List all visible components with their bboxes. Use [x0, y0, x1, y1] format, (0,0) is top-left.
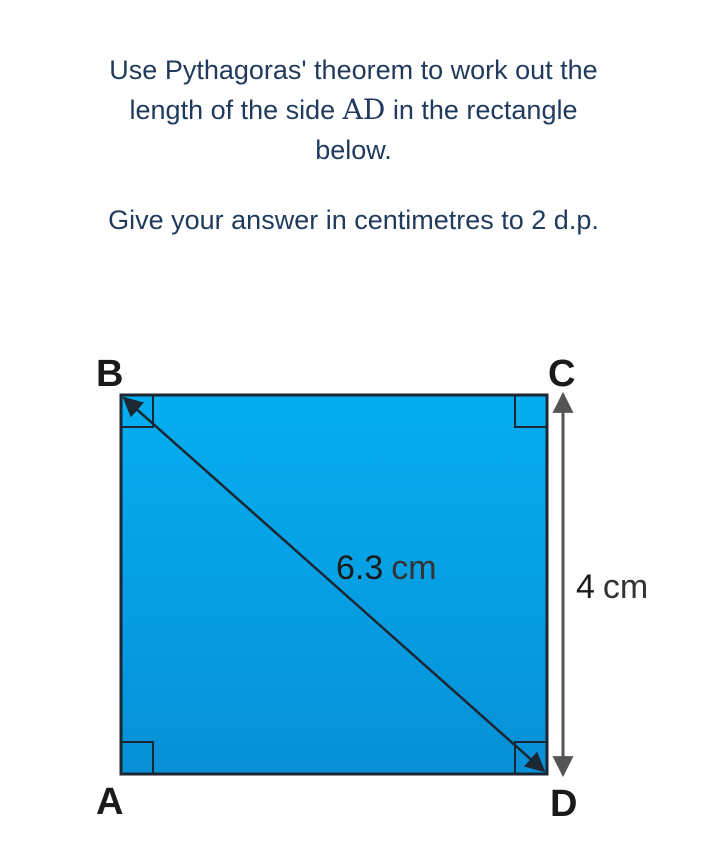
question-line-3: below. [315, 135, 392, 165]
answer-instruction: Give your answer in centimetres to 2 d.p. [108, 205, 599, 235]
vertex-label-d: D [550, 783, 578, 825]
vertex-label-a: A [96, 781, 124, 823]
side-cd-length-label [576, 568, 648, 606]
side-ad-math: AD [342, 93, 386, 126]
diagonal-length-unit: cm [391, 549, 437, 587]
question-line-1: Use Pythagoras' theorem to work out the [109, 55, 598, 85]
diagonal-length-value: 6.3 [336, 549, 384, 587]
question-line-2-end: in the rectangle [385, 95, 578, 125]
vertex-label-c: C [548, 353, 576, 395]
question-line-2-start: length of the side [129, 95, 343, 125]
side-cd-length-value: 4 [576, 568, 595, 606]
vertex-label-b: B [96, 353, 124, 395]
side-cd-length-unit: cm [602, 568, 649, 606]
